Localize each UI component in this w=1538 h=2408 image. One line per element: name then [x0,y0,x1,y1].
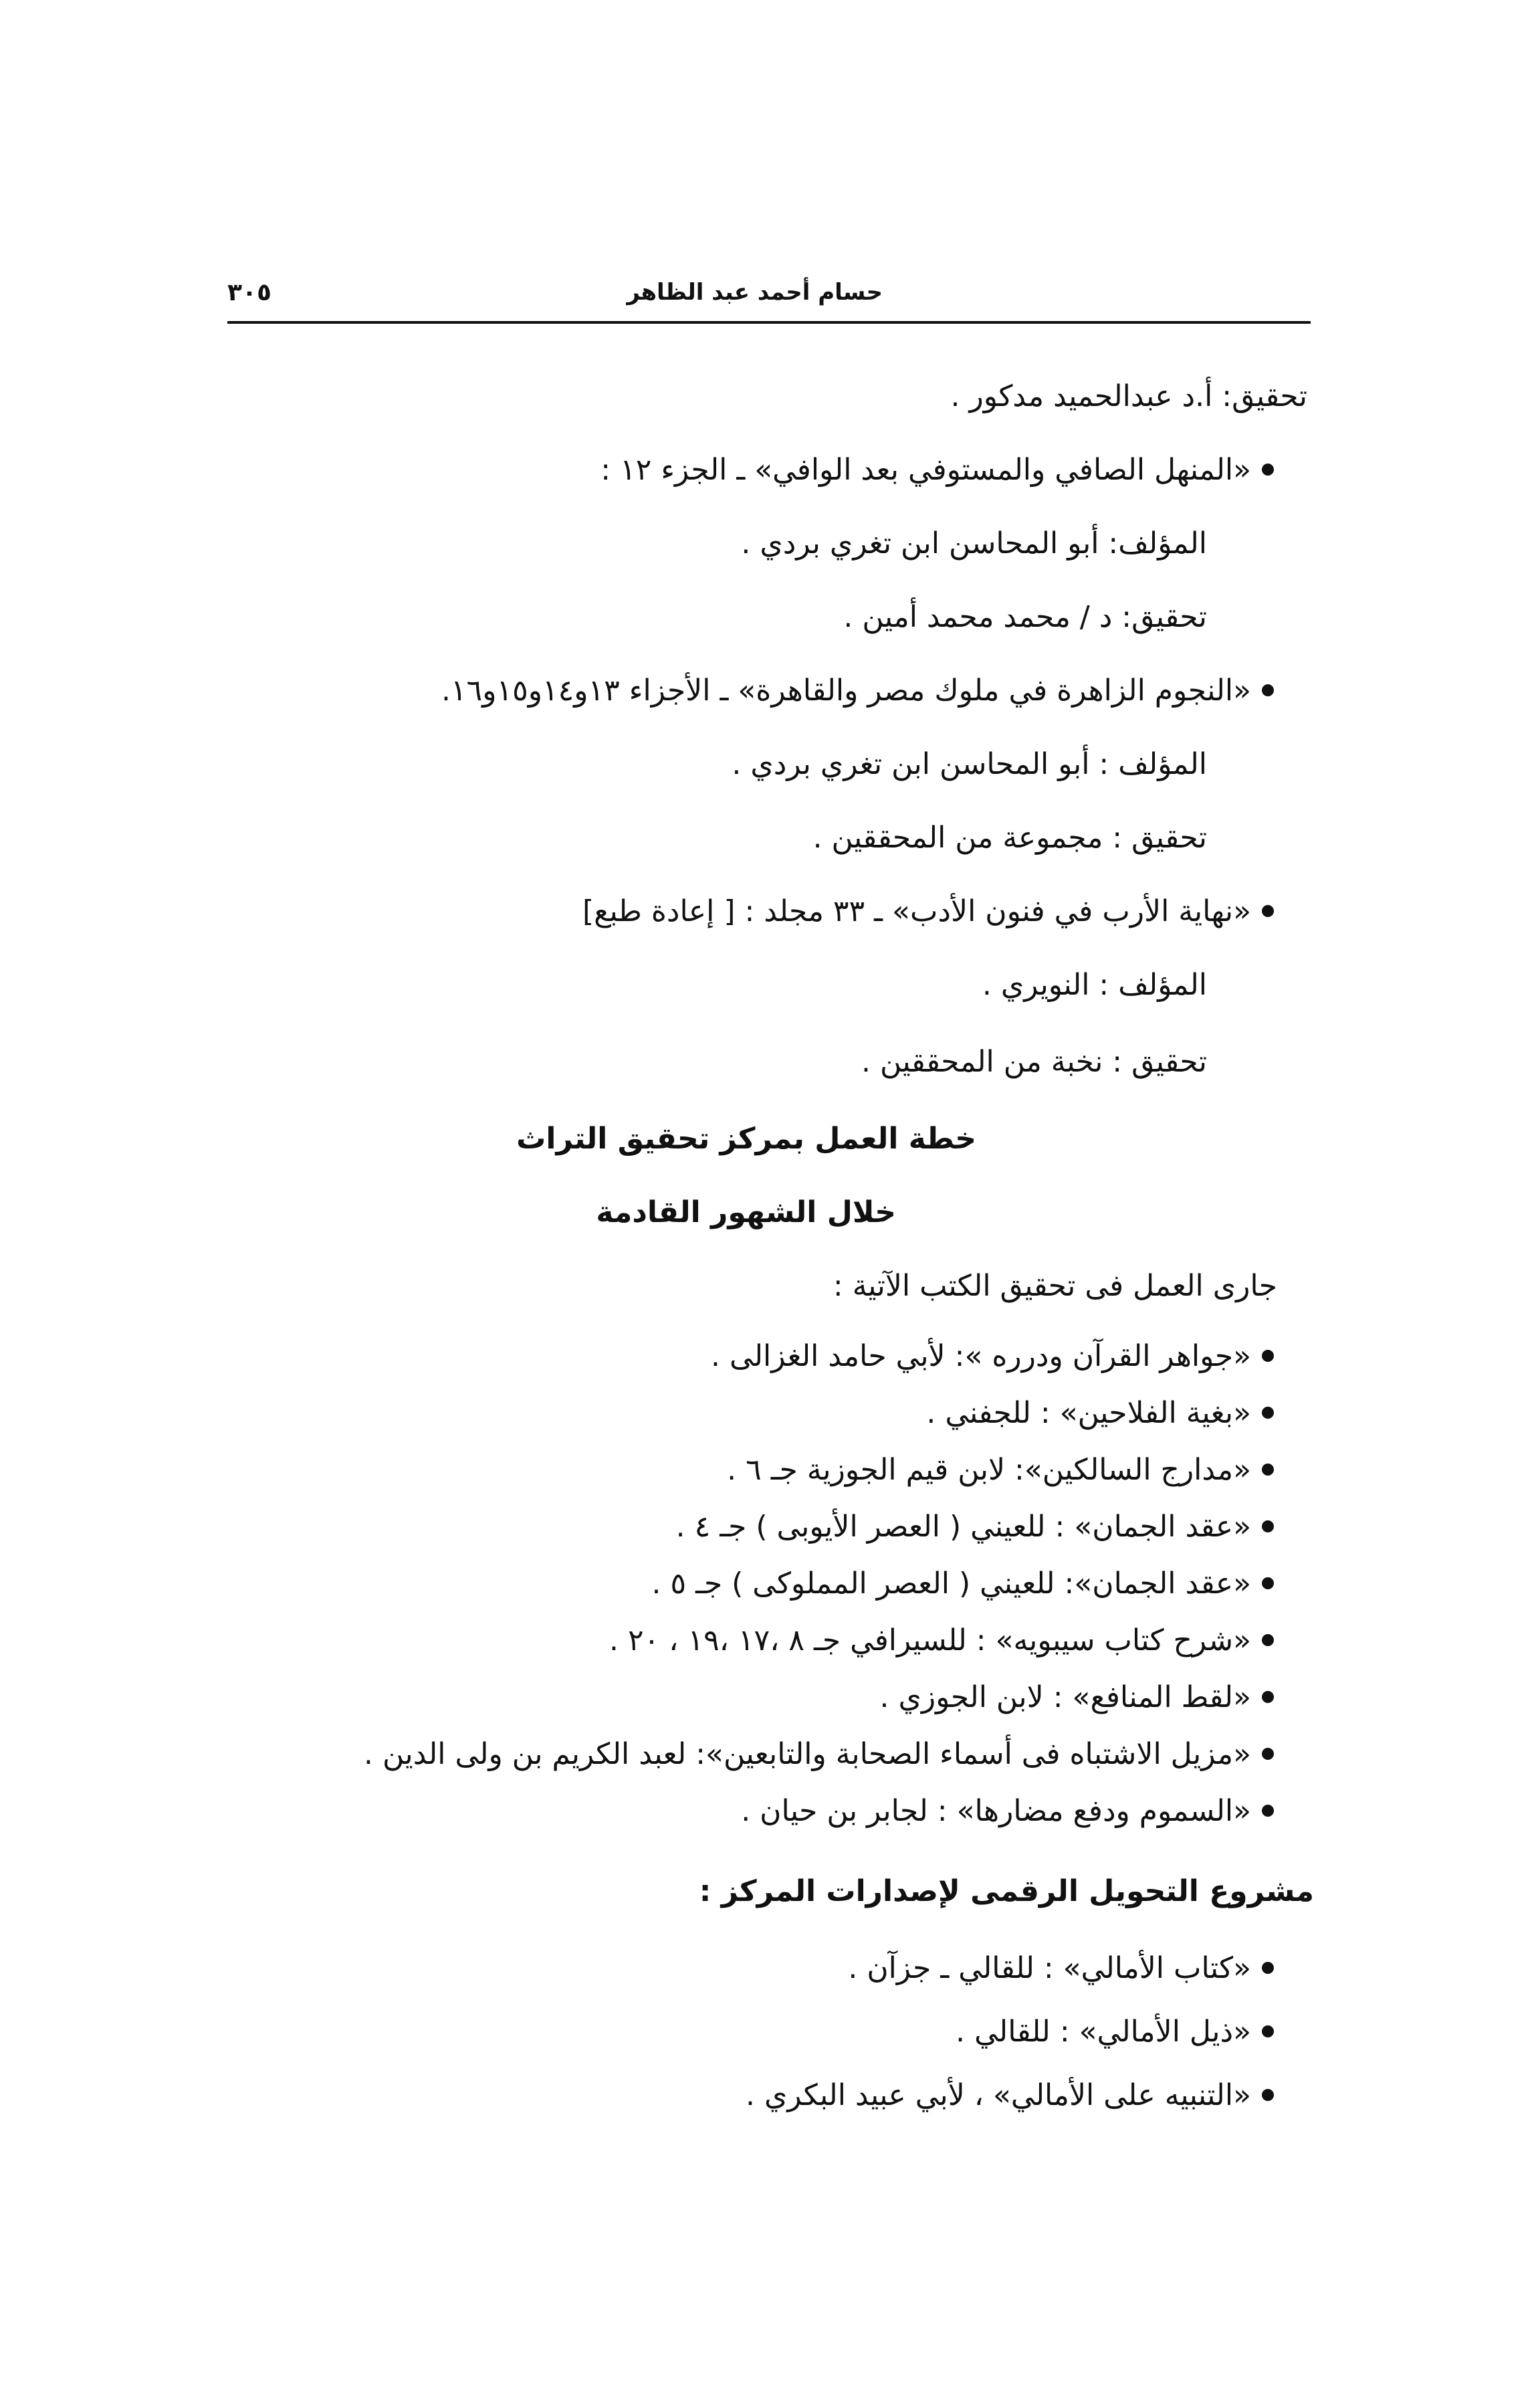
bullet-icon [1262,1748,1274,1760]
line-text: تحقيق : مجموعة من المحققين . [812,821,1207,855]
bullet-icon [1262,905,1274,917]
line-text: «عقد الجمان» : للعيني ( العصر الأيوبى ) جـ ٤ . [675,1510,1251,1544]
line-text: «كتاب الأمالي» : للقالي ـ جزآن . [848,1951,1251,1985]
bullet-icon [1262,2025,1274,2037]
line-text: المؤلف : أبو المحاسن ابن تغري بردي . [732,747,1207,781]
line-text: «التنبيه على الأمالي» ، لأبي عبيد البكري . [746,2078,1251,2112]
line-text: «جواهر القرآن ودرره »: لأبي حامد الغزالى . [710,1339,1251,1373]
bullet-icon [1262,1805,1274,1817]
page-number: ٣٠٥ [227,279,271,306]
text-line [951,378,1308,415]
text-line [732,746,1207,783]
bullet-item [582,893,1274,930]
line-text: تحقيق: د / محمد محمد أمين . [843,600,1207,634]
bullet-icon [1262,1350,1274,1362]
bullet-icon [1262,684,1274,696]
line-text: تحقيق : نخبة من المحققين . [861,1045,1207,1079]
section-subheading [596,1194,896,1231]
bullet-icon [1262,1464,1274,1476]
text-line [982,967,1207,1004]
line-text: «النجوم الزاهرة في ملوك مصر والقاهرة» ـ الأجزاء ١٣و١٤و١٥و١٦. [441,674,1251,708]
line-text: «عقد الجمان»: للعيني ( العصر المملوكى ) جـ ٥ . [651,1567,1251,1601]
bullet-item [711,1338,1274,1375]
bullet-item [741,1793,1274,1830]
bullet-icon [1262,1691,1274,1703]
bullet-icon [1262,1520,1274,1532]
bullet-icon [1262,1962,1274,1974]
bullet-item [676,1508,1274,1546]
section-heading [516,1120,976,1158]
bullet-item [746,2077,1274,2114]
bullet-item [848,1950,1274,1987]
bullet-item [651,1565,1274,1603]
line-text: «السموم ودفع مضارها» : لجابر بن حيان . [741,1794,1251,1828]
line-text: «نهاية الأرب في فنون الأدب» ـ ٣٣ مجلد : [ إعادة طبع] [582,894,1251,928]
line-text: «مزيل الاشتباه فى أسماء الصحابة والتابعين»: لعبد الكريم بن ولى الدين . [364,1737,1251,1771]
bullet-item [609,1622,1274,1660]
bullet-item [956,2013,1274,2051]
bullet-icon [1262,1407,1274,1419]
section-heading [699,1873,1314,1910]
text-line [833,1268,1277,1305]
line-text: «مدارج السالكين»: لابن قيم الجوزية جـ ٦ . [727,1453,1251,1487]
line-text: «ذيل الأمالي» : للقالي . [956,2015,1251,2049]
line-text: «شرح كتاب سيبويه» : للسيرافي جـ ٨ ،١٧ ،١٩ ، ٢٠ . [609,1623,1251,1658]
bullet-item [364,1736,1274,1773]
text-line [813,819,1207,857]
bullet-icon [1262,1577,1274,1589]
heading-text: خلال الشهور القادمة [596,1195,896,1229]
header-divider [227,321,1311,324]
line-text: «بغية الفلاحين» : للجفني . [926,1396,1251,1430]
bullet-item [926,1395,1274,1432]
bullet-icon [1262,2089,1274,2101]
line-text: المؤلف: أبو المحاسن ابن تغري بردي . [741,526,1207,561]
text-line [741,525,1207,563]
bullet-item [727,1451,1274,1489]
line-text: «المنهل الصافي والمستوفي بعد الوافي» ـ الجزء ١٢ : [600,453,1251,487]
line-text: تحقيق: أ.د عبدالحميد مدكور . [950,379,1307,413]
bullet-item [600,452,1274,489]
running-header [227,271,1311,324]
line-text: المؤلف : النويري . [982,968,1207,1002]
text-line [843,599,1207,636]
heading-text: خطة العمل بمركز تحقيق التراث [516,1122,976,1156]
bullet-item [441,672,1274,710]
text-line [861,1043,1207,1081]
bullet-icon [1262,1634,1274,1646]
bullet-icon [1262,464,1274,476]
bullet-item [880,1679,1275,1716]
line-text: جارى العمل فى تحقيق الكتب الآتية : [833,1269,1277,1303]
heading-text: مشروع التحويل الرقمى لإصدارات المركز : [699,1874,1314,1908]
line-text: «لقط المنافع» : لابن الجوزي . [879,1680,1251,1714]
header-author-title: حسام أحمد عبد الظاهر [627,279,883,306]
